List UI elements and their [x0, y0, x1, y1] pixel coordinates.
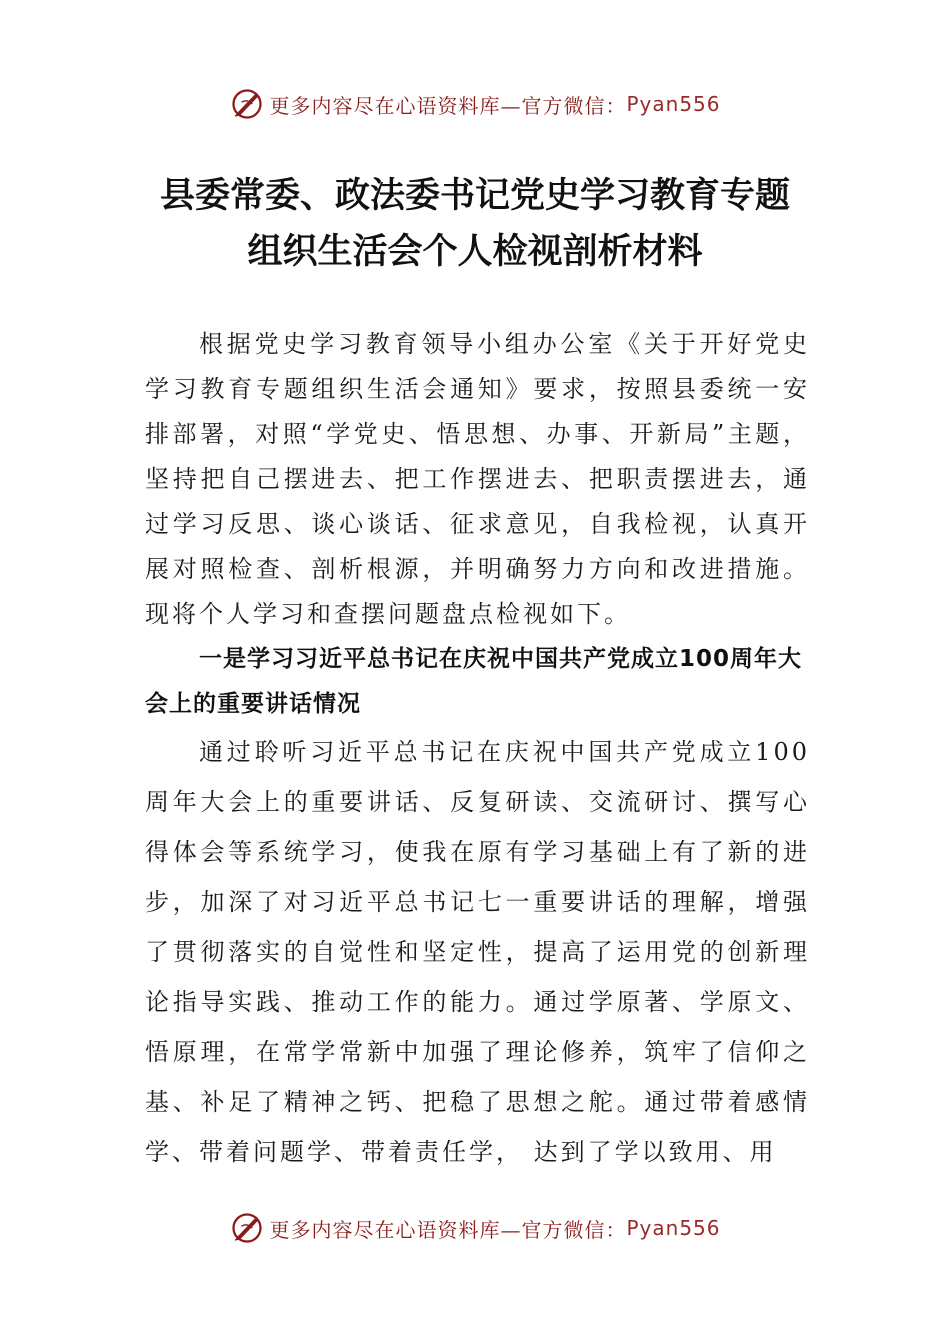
title-line-1: 县委常委、政法委书记党史学习教育专题: [159, 175, 790, 216]
document-title: [0, 168, 950, 280]
watermark-wechat-id: Pyan556: [626, 92, 721, 116]
watermark-text: 更多内容尽在心语资料库—官方微信：: [269, 93, 627, 118]
title-line-2: 组织生活会个人检视剖析材料: [247, 231, 703, 272]
section-heading: 一是学习习近平总书记在庆祝中国共产党成立100周年大会上的重要讲话情况: [145, 646, 803, 717]
body-paragraph: 通过聆听习近平总书记在庆祝中国共产党成立100周年大会上的重要讲话、反复研读、交流研讨、撰写心得体会等系统学习，使我在原有学习基础上有了新的进步，加深了对习近平总书记七一重要讲话的理解，增强了贯彻落实的自觉性和坚定性，提高了运用党的创新理论指导实践、推动工作的能力。通过学原著、学原文、悟原理，在常学常新中加强了理论修养，筑牢了信仰之基、补足了精神之钙、把稳了思想之舵。通过带着感情学、带着问题学、带着责任学， 达到了学以致用、用: [145, 738, 810, 1166]
watermark-text: 更多内容尽在心语资料库—官方微信：: [269, 1217, 627, 1242]
watermark-wechat-id: Pyan556: [626, 1216, 721, 1240]
document-body: [145, 322, 810, 1177]
pen-logo-icon: [229, 1210, 265, 1246]
footer-watermark: [0, 1210, 950, 1246]
header-watermark: [0, 86, 950, 122]
intro-paragraph: 根据党史学习教育领导小组办公室《关于开好党史学习教育专题组织生活会通知》要求，按照县委统一安排部署，对照“学党史、悟思想、办事、开新局”主题，坚持把自己摆进去、把工作摆进去、把职责摆进去，通过学习反思、谈心谈话、征求意见，自我检视，认真开展对照检查、剖析根源，并明确努力方向和改进措施。现将个人学习和查摆问题盘点检视如下。: [145, 330, 810, 628]
pen-logo-icon: [229, 86, 265, 122]
